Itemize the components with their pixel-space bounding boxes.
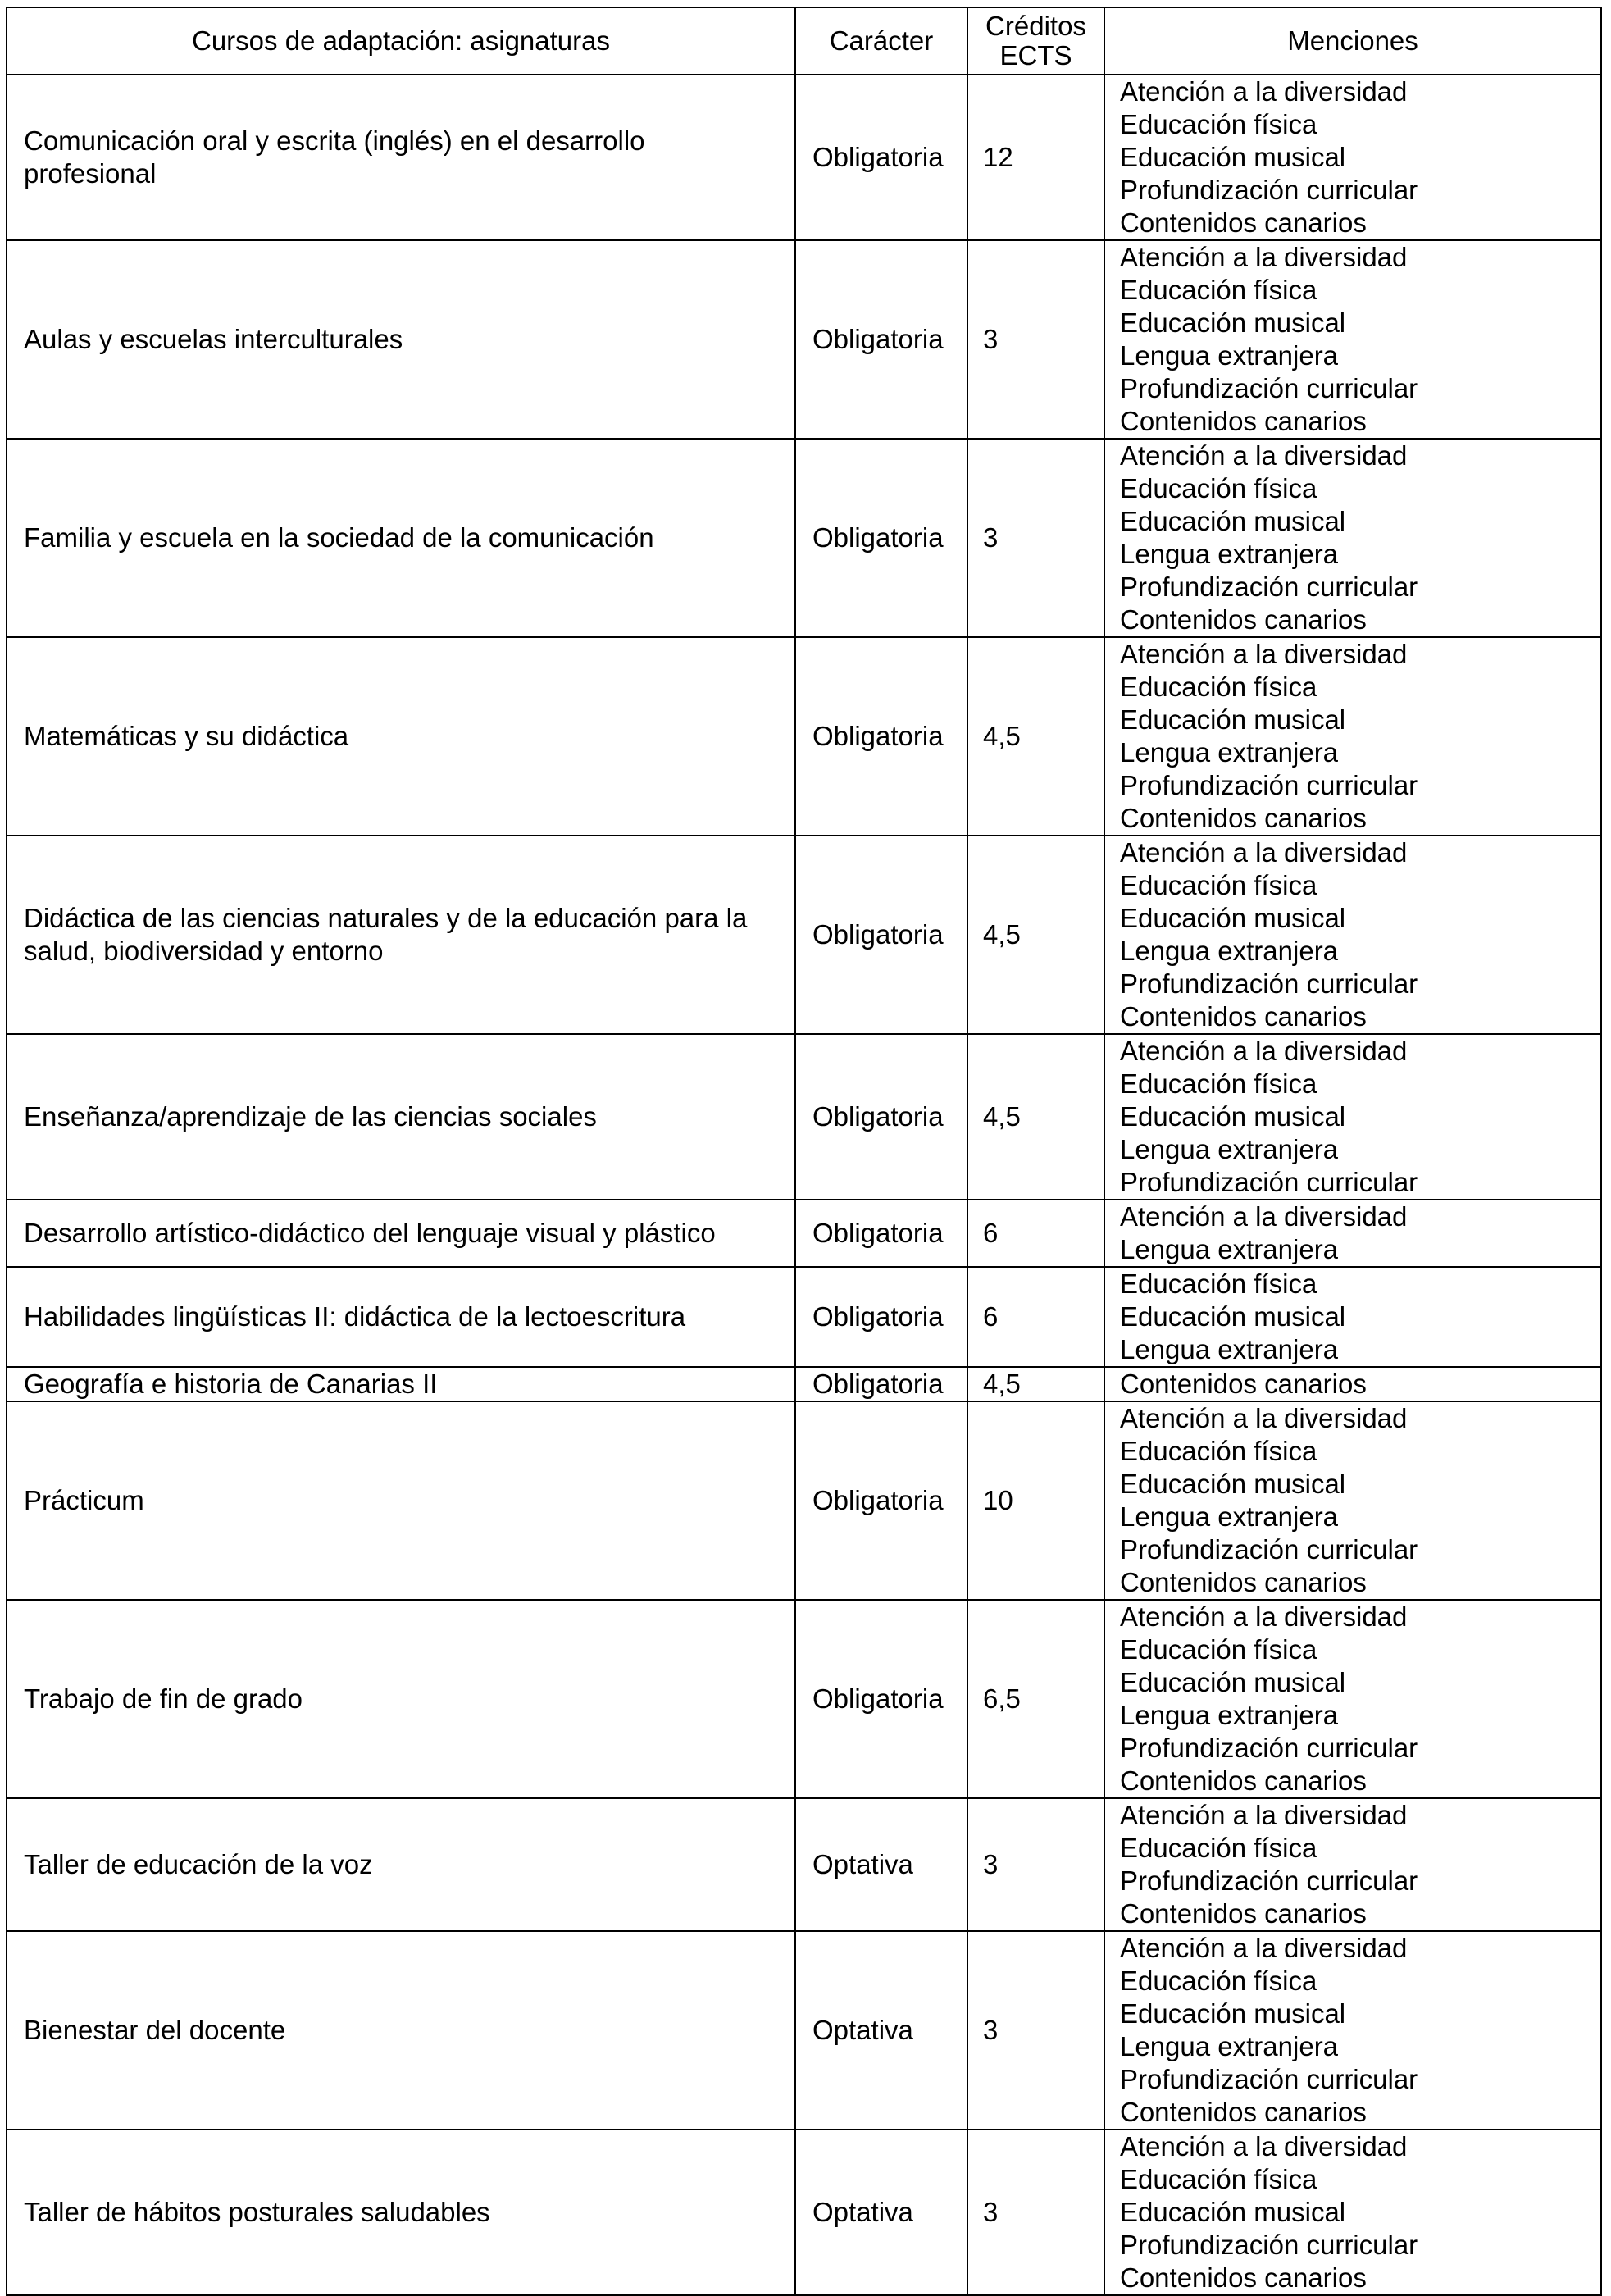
subject-cell: Geografía e historia de Canarias II [7,1367,795,1401]
table-row [7,75,1601,240]
header-menciones: Menciones [1104,7,1601,75]
mencion-item: Educación física [1120,473,1317,503]
mencion-item: Educación musical [1120,1998,1346,2029]
credits-cell: 6 [967,1200,1104,1267]
caracter-cell: Obligatoria [795,1034,967,1200]
credits-cell: 3 [967,1798,1104,1931]
mencion-item: Lengua extranjera [1120,936,1339,966]
credits-cell: 6 [967,1267,1104,1367]
header-caracter: Carácter [795,7,967,75]
menciones-cell [1104,1931,1601,2130]
caracter-cell: Obligatoria [795,1600,967,1798]
mencion-item: Educación física [1120,2164,1317,2194]
mencion-item: Educación musical [1120,1667,1346,1697]
mencion-item: Educación física [1120,672,1317,702]
table-row [7,1600,1601,1798]
table-row [7,836,1601,1034]
credits-cell: 4,5 [967,1034,1104,1200]
mencion-item: Lengua extranjera [1120,737,1339,768]
mencion-item: Profundización curricular [1120,968,1418,999]
menciones-cell [1104,75,1601,240]
caracter-cell: Obligatoria [795,1200,967,1267]
menciones-cell [1104,1367,1601,1401]
mencion-item: Educación física [1120,870,1317,900]
caracter-cell: Obligatoria [795,836,967,1034]
mencion-item: Contenidos canarios [1120,2097,1367,2127]
mencion-item: Atención a la diversidad [1120,1800,1408,1830]
mencion-item: Contenidos canarios [1120,207,1367,238]
mencion-item: Contenidos canarios [1120,1898,1367,1929]
table-row [7,1401,1601,1600]
credits-cell: 6,5 [967,1600,1104,1798]
subject-cell: Didáctica de las ciencias naturales y de la educación para la salud, biodiversidad y entorno [7,836,795,1034]
subject-cell: Familia y escuela en la sociedad de la comunicación [7,439,795,637]
mencion-item: Contenidos canarios [1120,1567,1367,1597]
credits-cell: 3 [967,240,1104,439]
mencion-item: Profundización curricular [1120,1866,1418,1896]
mencion-item: Lengua extranjera [1120,1334,1339,1364]
subject-cell: Habilidades lingüísticas II: didáctica de la lectoescritura [7,1267,795,1367]
mencion-item: Educación física [1120,1068,1317,1099]
mencion-item: Profundización curricular [1120,1534,1418,1565]
credits-cell: 4,5 [967,836,1104,1034]
subject-cell: Prácticum [7,1401,795,1600]
credits-cell: 4,5 [967,637,1104,836]
mencion-item: Educación musical [1120,1469,1346,1499]
mencion-item: Educación física [1120,1634,1317,1665]
credits-cell: 12 [967,75,1104,240]
table-body [7,75,1601,2295]
subject-cell: Bienestar del docente [7,1931,795,2130]
credits-cell: 3 [967,439,1104,637]
menciones-cell [1104,1600,1601,1798]
mencion-item: Contenidos canarios [1120,604,1367,635]
mencion-item: Educación musical [1120,1301,1346,1332]
header-credits-line1: Créditos [985,11,1086,41]
mencion-item: Profundización curricular [1120,572,1418,602]
mencion-item: Profundización curricular [1120,1733,1418,1763]
subject-cell: Taller de educación de la voz [7,1798,795,1931]
mencion-item: Profundización curricular [1120,373,1418,403]
mencion-item: Educación física [1120,1833,1317,1863]
menciones-cell [1104,1401,1601,1600]
mencion-item: Profundización curricular [1120,1167,1418,1197]
menciones-cell [1104,2130,1601,2295]
mencion-item: Atención a la diversidad [1120,1933,1408,1963]
menciones-cell [1104,1267,1601,1367]
credits-cell: 3 [967,1931,1104,2130]
caracter-cell: Obligatoria [795,637,967,836]
mencion-item: Atención a la diversidad [1120,440,1408,471]
mencion-item: Contenidos canarios [1120,1765,1367,1796]
mencion-item: Atención a la diversidad [1120,1036,1408,1066]
subject-cell: Desarrollo artístico-didáctico del lenguaje visual y plástico [7,1200,795,1267]
caracter-cell: Obligatoria [795,1267,967,1367]
mencion-item: Profundización curricular [1120,175,1418,205]
mencion-item: Educación musical [1120,704,1346,735]
mencion-item: Lengua extranjera [1120,1501,1339,1532]
mencion-item: Educación musical [1120,903,1346,933]
mencion-item: Lengua extranjera [1120,340,1339,371]
caracter-cell: Obligatoria [795,1367,967,1401]
mencion-item: Educación física [1120,109,1317,139]
mencion-item: Profundización curricular [1120,2230,1418,2260]
subject-cell: Comunicación oral y escrita (inglés) en el desarrollo profesional [7,75,795,240]
menciones-cell [1104,240,1601,439]
mencion-item: Atención a la diversidad [1120,1403,1408,1433]
caracter-cell: Obligatoria [795,1401,967,1600]
subject-cell: Taller de hábitos posturales saludables [7,2130,795,2295]
menciones-cell [1104,836,1601,1034]
mencion-item: Contenidos canarios [1120,1369,1367,1399]
subject-cell: Trabajo de fin de grado [7,1600,795,1798]
menciones-cell [1104,637,1601,836]
caracter-cell: Obligatoria [795,240,967,439]
mencion-item: Educación musical [1120,1101,1346,1132]
credits-cell: 10 [967,1401,1104,1600]
mencion-item: Lengua extranjera [1120,1134,1339,1164]
table-row [7,240,1601,439]
mencion-item: Atención a la diversidad [1120,76,1408,107]
caracter-cell: Obligatoria [795,439,967,637]
mencion-item: Educación física [1120,275,1317,305]
mencion-item: Educación musical [1120,2197,1346,2227]
mencion-item: Profundización curricular [1120,2064,1418,2094]
subject-cell: Matemáticas y su didáctica [7,637,795,836]
caracter-cell: Obligatoria [795,75,967,240]
header-subject: Cursos de adaptación: asignaturas [7,7,795,75]
table-row [7,2130,1601,2295]
mencion-item: Atención a la diversidad [1120,639,1408,669]
table-row [7,1267,1601,1367]
table-row [7,637,1601,836]
table-header-row [7,7,1601,75]
mencion-item: Atención a la diversidad [1120,1601,1408,1632]
mencion-item: Atención a la diversidad [1120,242,1408,272]
mencion-item: Atención a la diversidad [1120,2131,1408,2162]
header-credits [967,7,1104,75]
mencion-item: Contenidos canarios [1120,1001,1367,1032]
menciones-cell [1104,1200,1601,1267]
caracter-cell: Optativa [795,2130,967,2295]
mencion-item: Lengua extranjera [1120,1700,1339,1730]
subject-cell: Aulas y escuelas interculturales [7,240,795,439]
mencion-item: Contenidos canarios [1120,406,1367,436]
mencion-item: Lengua extranjera [1120,2031,1339,2061]
mencion-item: Atención a la diversidad [1120,837,1408,868]
menciones-cell [1104,1798,1601,1931]
menciones-cell [1104,439,1601,637]
mencion-item: Lengua extranjera [1120,539,1339,569]
table-row [7,1034,1601,1200]
mencion-item: Lengua extranjera [1120,1234,1339,1264]
caracter-cell: Optativa [795,1931,967,2130]
mencion-item: Contenidos canarios [1120,803,1367,833]
mencion-item: Educación física [1120,1436,1317,1466]
table-row [7,1931,1601,2130]
caracter-cell: Optativa [795,1798,967,1931]
table-row [7,1200,1601,1267]
mencion-item: Educación física [1120,1269,1317,1299]
menciones-cell [1104,1034,1601,1200]
mencion-item: Educación musical [1120,506,1346,536]
table-row [7,1367,1601,1401]
credits-cell: 3 [967,2130,1104,2295]
mencion-item: Profundización curricular [1120,770,1418,800]
table-row [7,439,1601,637]
mencion-item: Contenidos canarios [1120,2262,1367,2293]
mencion-item: Atención a la diversidad [1120,1201,1408,1232]
mencion-item: Educación musical [1120,308,1346,338]
table-row [7,1798,1601,1931]
header-credits-line2: ECTS [999,40,1072,71]
subject-cell: Enseñanza/aprendizaje de las ciencias sociales [7,1034,795,1200]
courses-table [6,7,1602,2296]
mencion-item: Educación musical [1120,142,1346,172]
credits-cell: 4,5 [967,1367,1104,1401]
mencion-item: Educación física [1120,1966,1317,1996]
